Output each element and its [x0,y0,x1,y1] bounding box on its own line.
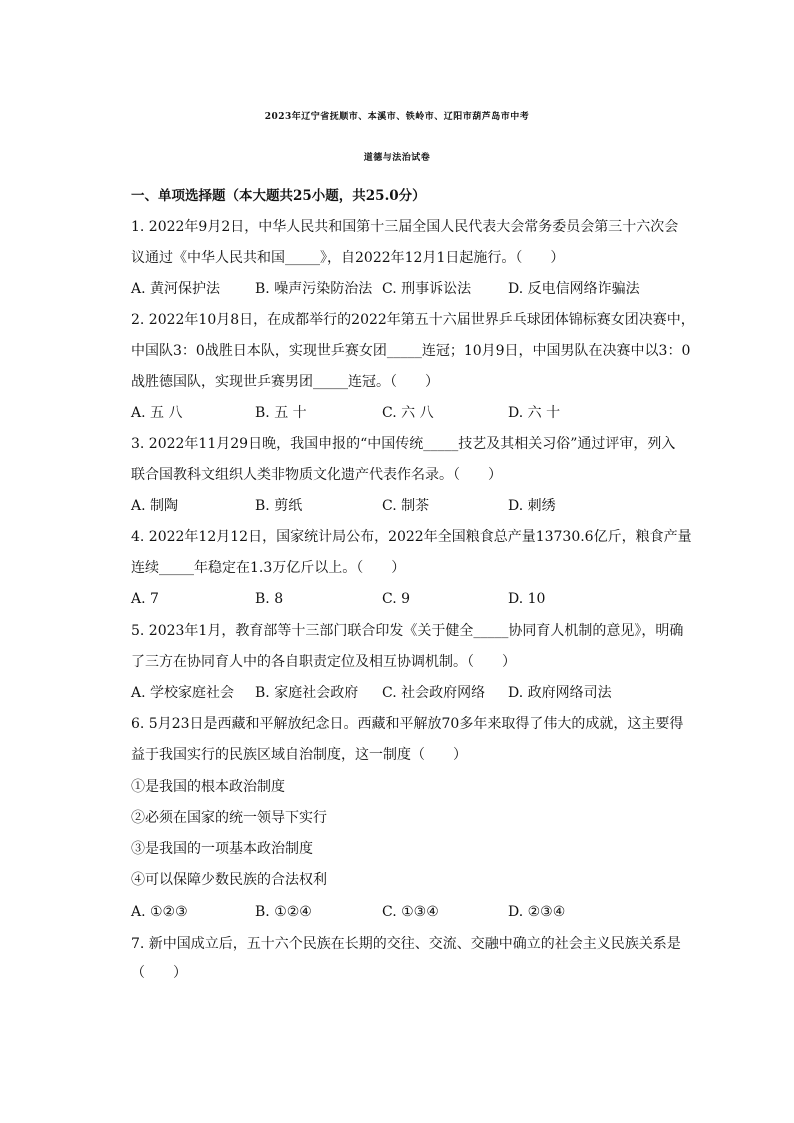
q6-statement-3: ③是我国的一项基本政治制度 [131,841,313,857]
exam-title-line1: 2023年辽宁省抚顺市、本溪市、铁岭市、辽阳市葫芦岛市中考 [264,112,530,122]
q6-option-a: A. ①②③ [131,904,188,920]
q4-option-a: A. 7 [131,591,159,607]
q4-stem-line1: 4. 2022年12月12日，国家统计局公布，2022年全国粮食总产量13730.6亿斤，粮食产量 [131,529,692,545]
q3-stem-line1: 3. 2022年11月29日晚，我国申报的“中国传统_____技艺及其相关习俗”通过评审，列入 [131,436,676,452]
q1-stem-line1: 1. 2022年9月2日，中华人民共和国第十三届全国人民代表大会常务委员会第三十六次会 [131,219,679,235]
q3-option-d: D. 刺绣 [508,498,556,514]
q1-option-a: A. 黄河保护法 [131,281,221,297]
q4-option-c: C. 9 [382,591,411,607]
q2-stem-line3: 战胜德国队，实现世乒赛男团_____连冠。（ ） [131,374,439,390]
q5-option-c: C. 社会政府网络 [382,685,486,701]
q5-stem-line2: 了三方在协同育人中的各自职责定位及相互协调机制。（ ） [131,654,516,670]
q6-option-d: D. ②③④ [508,904,566,920]
q1-option-b: B. 噪声污染防治法 [255,281,373,297]
q6-statement-2: ②必须在国家的统一领导下实行 [131,810,327,826]
q1-option-d: D. 反电信网络诈骗法 [508,281,640,297]
q5-stem-line1: 5. 2023年1月，教育部等十三部门联合印发《关于健全_____协同育人机制的意见》，明确 [131,623,684,639]
q2-option-a: A. 五 八 [131,405,183,421]
q5-option-a: A. 学校家庭社会 [131,685,235,701]
q5-option-b: B. 家庭社会政府 [255,685,359,701]
q6-stem-line2: 益于我国实行的民族区域自治制度，这一制度（ ） [131,747,467,763]
q2-option-c: C. 六 八 [382,405,434,421]
q5-option-d: D. 政府网络司法 [508,685,612,701]
section-heading: 一、单项选择题（本大题共25小题，共25.0分） [131,188,426,204]
q1-option-c: C. 刑事诉讼法 [382,281,472,297]
q2-stem-line1: 2. 2022年10月8日，在成都举行的2022年第五十六届世界乒乓球团体锦标赛女团决赛中， [131,312,695,328]
q7-stem-line2: （ ） [131,965,187,981]
q4-option-d: D. 10 [508,591,546,607]
q6-option-b: B. ①②④ [255,904,312,920]
q3-option-b: B. 剪纸 [255,498,303,514]
q6-option-c: C. ①③④ [382,904,439,920]
exam-title-line2: 道德与法治试卷 [363,153,431,163]
q2-option-b: B. 五 十 [255,405,307,421]
q6-statement-4: ④可以保障少数民族的合法权利 [131,872,327,888]
q4-stem-line2: 连续_____年稳定在1.3万亿斤以上。（ ） [131,560,406,576]
q6-stem-line1: 6. 5月23日是西藏和平解放纪念日。西藏和平解放70多年来取得了伟大的成就，这主要得 [131,716,684,732]
q6-statement-1: ①是我国的根本政治制度 [131,779,285,795]
q7-stem-line1: 7. 新中国成立后，五十六个民族在长期的交往、交流、交融中确立的社会主义民族关系是 [131,936,681,952]
q3-option-c: C. 制茶 [382,498,430,514]
q2-option-d: D. 六 十 [508,405,561,421]
q3-option-a: A. 制陶 [131,498,179,514]
q1-stem-line2: 议通过《中华人民共和国_____》，自2022年12月1日起施行。（ ） [131,250,565,266]
q2-stem-line2: 中国队3：0战胜日本队，实现世乒赛女团_____连冠；10月9日，中国男队在决赛中以3：0 [131,343,691,359]
q3-stem-line2: 联合国教科文组织人类非物质文化遗产代表作名录。（ ） [131,467,502,483]
q4-option-b: B. 8 [255,591,284,607]
